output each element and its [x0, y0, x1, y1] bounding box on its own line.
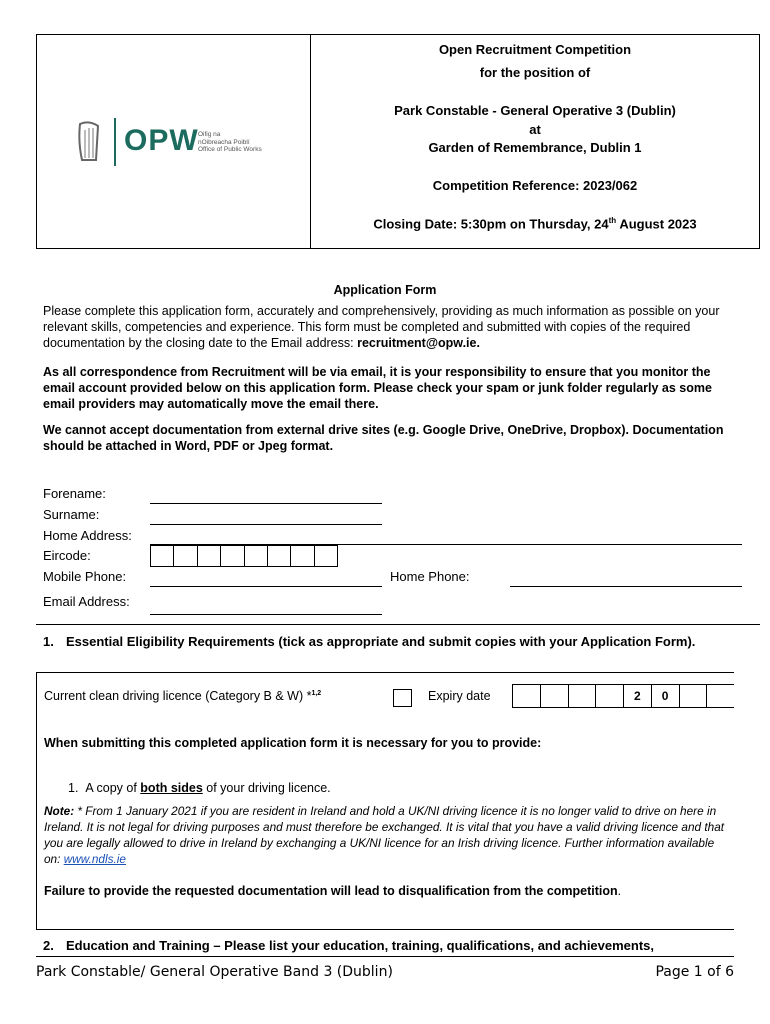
logo-subtext	[198, 131, 262, 154]
closing-date-month: August 2023	[616, 216, 697, 232]
competition-reference: Competition Reference: 2023/062	[432, 178, 638, 193]
expiry-cell[interactable]: 2	[623, 684, 651, 708]
eircode-cell[interactable]	[197, 545, 220, 567]
mobile-phone-label: Mobile Phone:	[43, 569, 127, 584]
intro-end: .	[476, 336, 480, 350]
requirement-emphasis: both sides	[140, 781, 203, 795]
logo-divider	[114, 118, 116, 166]
section-divider	[36, 624, 760, 625]
home-phone-label: Home Phone:	[390, 569, 470, 584]
section2-number: 2.	[43, 938, 54, 953]
expiry-date-label: Expiry date	[428, 689, 491, 703]
surname-input[interactable]	[150, 524, 382, 525]
eircode-cell[interactable]	[290, 545, 313, 567]
closing-date	[312, 216, 758, 231]
header-divider	[310, 34, 311, 249]
header-line-2: for the position of	[479, 65, 591, 80]
opw-logo	[76, 118, 276, 168]
eircode-cell[interactable]	[267, 545, 290, 567]
forename-input[interactable]	[150, 503, 382, 504]
logo-text: OPW	[124, 124, 199, 157]
eircode-input[interactable]	[150, 545, 338, 567]
page-number: Page 1 of 6	[655, 964, 734, 980]
requirement-text-end: of your driving licence.	[202, 781, 331, 795]
email-address-input[interactable]	[150, 614, 382, 615]
requirement-number: 1.	[68, 781, 79, 795]
logo-subtext-line: Office of Public Works	[198, 146, 262, 153]
logo-subtext-line: nOibreacha Poiblí	[198, 138, 250, 146]
licence-label-text: Current clean driving licence (Category B & W) *	[44, 689, 312, 703]
intro-text: Please complete this application form, accurately and comprehensively, providing as much information as possible on your relevant skills, competencies and experience. This form must be completed and submitted with copies of the required documentation by the closing date to the Email address:	[43, 304, 720, 350]
expiry-cell[interactable]	[679, 684, 707, 708]
expiry-cell[interactable]	[568, 684, 596, 708]
email-notice: As all correspondence from Recruitment will be via email, it is your responsibility to ensure that you monitor the email account provided below on this application form. Please check your spam or junk folder regularly as some email providers may automatically move the email there.	[43, 365, 712, 411]
note-text: * From 1 January 2021 if you are resident in Ireland and hold a UK/NI driving licence it is no longer valid to drive on here in Ireland. It is not legal for driving purposes and must therefore be exchanged. It is vital that you have a valid driving licence and that you are legally allowed to drive in Ireland by exchanging a UK/NI licence for an Irish driving licence. Further information available on:	[44, 804, 725, 866]
requirement-text: A copy of	[85, 781, 141, 795]
eircode-cell[interactable]	[173, 545, 196, 567]
documentation-notice: We cannot accept documentation from external drive sites (e.g. Google Drive, OneDrive, Dropbox). Documentation should be attached in Word, PDF or Jpeg format.	[43, 423, 724, 453]
closing-date-text: Closing Date: 5:30pm on Thursday, 24	[373, 216, 609, 232]
provide-heading: When submitting this completed application form it is necessary for you to provide:	[44, 736, 542, 750]
section1-number: 1.	[43, 634, 54, 649]
ndls-link[interactable]: www.ndls.ie	[63, 852, 126, 866]
home-address-label: Home Address:	[43, 528, 132, 543]
header-location: Garden of Remembrance, Dublin 1	[428, 140, 642, 155]
licence-checkbox[interactable]	[393, 689, 412, 707]
expiry-cell[interactable]	[512, 684, 540, 708]
header-line-1: Open Recruitment Competition	[438, 42, 632, 57]
form-title: Application Form	[333, 283, 437, 297]
footer-title: Park Constable/ General Operative Band 3 (Dublin)	[36, 964, 393, 980]
expiry-date-input[interactable]	[512, 684, 734, 708]
section1-title: Essential Eligibility Requirements (tick as appropriate and submit copies with your Application Form).	[66, 634, 696, 649]
forename-label: Forename:	[43, 486, 106, 501]
recruitment-email-link[interactable]: recruitment@opw.ie	[357, 336, 477, 350]
licence-label	[44, 689, 321, 703]
failure-warning	[44, 884, 621, 898]
surname-label: Surname:	[43, 507, 100, 522]
email-address-label: Email Address:	[43, 594, 130, 609]
intro-paragraph	[43, 303, 733, 351]
licence-note	[44, 803, 728, 867]
harp-icon	[76, 120, 102, 164]
logo-subtext-line: Oifig na	[198, 131, 221, 138]
section2-title: Education and Training – Please list your education, training, qualifications, and achievements,	[66, 938, 655, 953]
closing-date-sup: th	[608, 216, 617, 225]
failure-text: Failure to provide the requested documentation will lead to disqualification from the competition	[44, 884, 618, 898]
expiry-cell[interactable]	[595, 684, 623, 708]
eircode-label: Eircode:	[43, 548, 91, 563]
expiry-cell[interactable]	[706, 684, 734, 708]
eircode-cell[interactable]	[220, 545, 243, 567]
header-position: Park Constable - General Operative 3 (Dublin)	[394, 103, 676, 118]
note-label: Note:	[44, 804, 75, 818]
expiry-cell[interactable]: 0	[651, 684, 679, 708]
requirement-item	[68, 781, 331, 795]
home-phone-input[interactable]	[510, 586, 742, 587]
section1-box-top	[36, 672, 734, 673]
eircode-cell[interactable]	[314, 545, 338, 567]
mobile-phone-input[interactable]	[150, 586, 382, 587]
eircode-cell[interactable]	[244, 545, 267, 567]
expiry-cell[interactable]	[540, 684, 568, 708]
licence-sup: 1,2	[311, 689, 322, 697]
eircode-cell[interactable]	[150, 545, 173, 567]
section2-divider	[36, 956, 734, 957]
failure-end: .	[617, 884, 622, 898]
header-at: at	[529, 122, 541, 137]
